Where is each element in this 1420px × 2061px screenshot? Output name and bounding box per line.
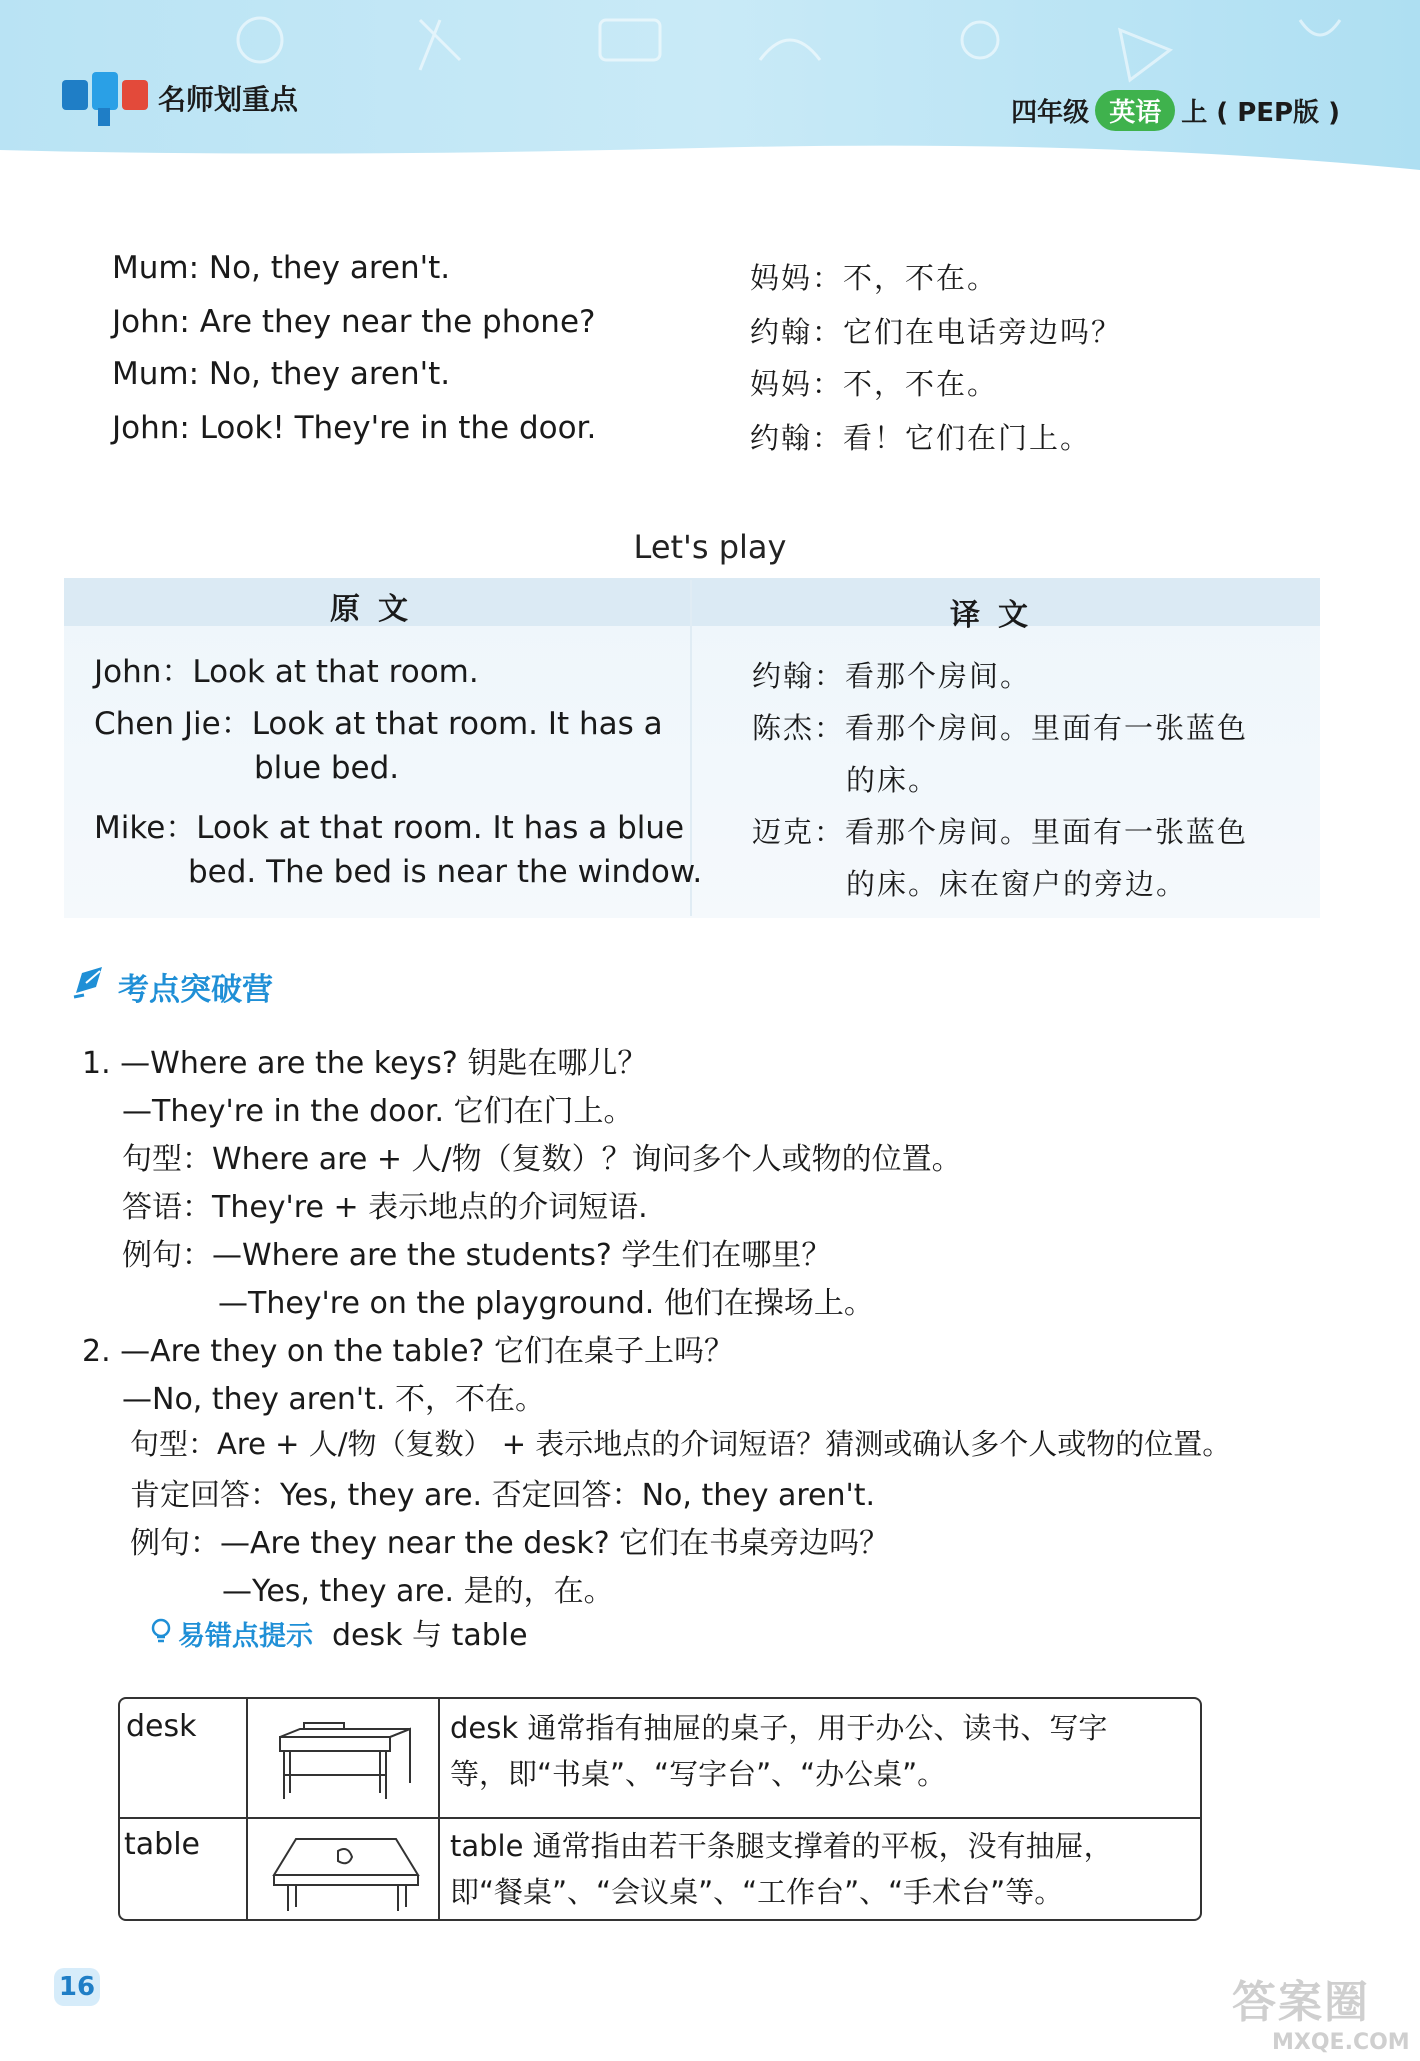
dialogue-en-line: Mum: No, they aren't. [112, 250, 451, 286]
play-cn-line: 的床。 [846, 763, 940, 797]
point-line: 肯定回答：Yes, they are. 否定回答：No, they aren't. [130, 1478, 876, 1513]
point-line: 2. —Are they on the table? 它们在桌子上吗？ [82, 1334, 734, 1369]
desk-drawing-icon [270, 1713, 420, 1805]
dialogue-cn-line: 妈妈：不，不在。 [750, 367, 999, 401]
lets-play-title: Let's play [633, 528, 787, 566]
table-desc-desk-line: desk 通常指有抽屉的桌子，用于办公、读书、写字 [450, 1711, 1108, 1745]
play-en-line: John：Look at that room. [94, 654, 479, 690]
table-divider [120, 1817, 1200, 1819]
section-title: 考点突破营 [118, 972, 273, 1008]
dialogue-cn-line: 妈妈：不，不在。 [750, 261, 999, 295]
table-divider [438, 1699, 440, 1919]
point-line: —No, they aren't. 不，不在。 [122, 1382, 546, 1417]
logo-icon [62, 68, 152, 128]
dialogue-en-line: Mum: No, they aren't. [112, 356, 451, 392]
table-desc-table-line: table 通常指由若干条腿支撑着的平板，没有抽屉， [450, 1829, 1113, 1863]
dialogue-cn-line: 约翰：它们在电话旁边吗？ [750, 315, 1123, 349]
point-line: —Yes, they are. 是的，在。 [222, 1574, 614, 1609]
play-en-line: Chen Jie：Look at that room. It has a [94, 706, 663, 742]
watermark-url: MXQE.COM [1272, 2030, 1410, 2055]
play-cn-line: 陈杰：看那个房间。里面有一张蓝色 [752, 711, 1249, 745]
grade-subject-label [1011, 90, 1340, 131]
dialogue-en-line: John: Are they near the phone? [112, 304, 596, 340]
table-drawing-icon [266, 1831, 426, 1915]
table-word-desk: desk [126, 1709, 197, 1744]
play-en-line: blue bed. [254, 750, 400, 786]
point-line: —They're on the playground. 他们在操场上。 [218, 1286, 874, 1321]
point-line: —They're in the door. 它们在门上。 [122, 1094, 634, 1129]
column-header-bar [64, 578, 1320, 626]
point-line: 1. —Where are the keys? 钥匙在哪儿？ [82, 1046, 648, 1081]
page-number: 16 [54, 1968, 100, 2006]
tip-text: desk 与 table [332, 1618, 528, 1653]
tip-label: 易错点提示 [178, 1621, 313, 1652]
play-cn-line: 约翰：看那个房间。 [752, 659, 1032, 693]
play-en-line: Mike：Look at that room. It has a blue [94, 810, 685, 846]
point-line: 句型：Are + 人/物（复数） + 表示地点的介词短语？猜测或确认多个人或物的位置。 [130, 1427, 1232, 1461]
point-line: 答语：They're + 表示地点的介词短语. [122, 1190, 648, 1225]
point-line: 句型：Where are + 人/物（复数）？询问多个人或物的位置。 [122, 1142, 962, 1177]
point-line: 例句：—Are they near the desk? 它们在书桌旁边吗？ [130, 1526, 890, 1561]
grade-text: 四年级 [1011, 98, 1090, 128]
column-header-translation: 译文 [950, 598, 1046, 633]
column-header-original: 原文 [330, 592, 426, 627]
watermark-title: 答案圈 [1232, 1977, 1370, 2028]
table-word-table: table [124, 1827, 200, 1862]
dialogue-en-line: John: Look! They're in the door. [112, 410, 597, 446]
dialogue-cn-line: 约翰：看！它们在门上。 [750, 421, 1092, 455]
pencil-icon [72, 963, 110, 999]
play-en-line: bed. The bed is near the window. [188, 854, 703, 890]
comparison-table [118, 1697, 1202, 1921]
table-divider [246, 1699, 248, 1919]
point-line: 例句：—Where are the students? 学生们在哪里？ [122, 1238, 832, 1273]
subject-badge: 英语 [1095, 90, 1175, 131]
lightbulb-icon [148, 1617, 174, 1643]
table-desc-desk-line: 等，即“书桌”、“写字台”、“办公桌”。 [450, 1757, 947, 1791]
dialogue-panel-top [70, 230, 1320, 500]
table-desc-table-line: 即“餐桌”、“会议桌”、“工作台”、“手术台”等。 [450, 1875, 1064, 1909]
brand-name: 名师划重点 [158, 83, 299, 116]
volume-text: 上 ( PEP版 ) [1181, 98, 1340, 128]
play-cn-line: 的床。床在窗户的旁边。 [846, 867, 1188, 901]
watermark [1232, 1966, 1412, 2056]
play-cn-line: 迈克：看那个房间。里面有一张蓝色 [752, 815, 1249, 849]
